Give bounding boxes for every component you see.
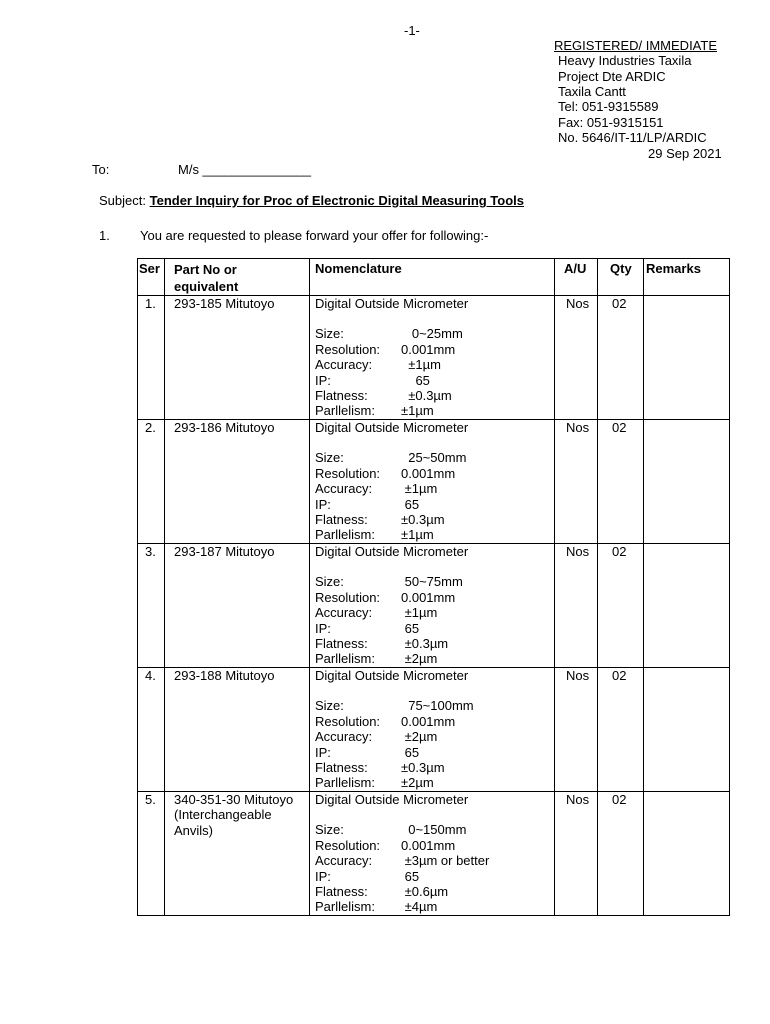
row-specs bbox=[310, 311, 554, 418]
row-part-value: 293-185 Mitutoyo bbox=[174, 296, 275, 311]
spec-label: IP: bbox=[315, 372, 331, 388]
spec-value: ±3µm or better bbox=[401, 853, 490, 869]
row-au-value: Nos bbox=[566, 668, 590, 683]
spec-value: ±0.6µm bbox=[401, 883, 449, 899]
header-remarks bbox=[644, 259, 730, 296]
spec-label: Accuracy: bbox=[315, 357, 373, 373]
row-qty-value: 02 bbox=[612, 544, 627, 559]
row-au bbox=[555, 296, 598, 420]
spec-label: IP: bbox=[315, 868, 331, 884]
table-header-row bbox=[138, 259, 730, 296]
row-remarks bbox=[644, 544, 730, 668]
spec-label: Resolution: bbox=[315, 713, 381, 729]
row-ser-value: 4. bbox=[145, 668, 156, 683]
items-table bbox=[137, 258, 730, 916]
row-qty-value: 02 bbox=[612, 420, 627, 435]
row-ser-value: 1. bbox=[145, 296, 156, 311]
letterhead-fax: Fax: 051-9315151 bbox=[558, 115, 664, 130]
spec-label: Parllelism: bbox=[315, 651, 375, 667]
header-qty-label: Qty bbox=[610, 261, 632, 276]
row-au bbox=[555, 420, 598, 544]
row-part bbox=[165, 792, 310, 916]
table-row bbox=[138, 544, 730, 668]
spec-value: 50~75mm bbox=[401, 574, 463, 590]
row-au-value: Nos bbox=[566, 420, 590, 435]
spec-label: Flatness: bbox=[315, 883, 368, 899]
row-part bbox=[165, 420, 310, 544]
row-specs bbox=[310, 559, 554, 666]
spec-value: 0.001mm bbox=[401, 713, 456, 729]
spec-label: Accuracy: bbox=[315, 729, 373, 745]
subject-text: Tender Inquiry for Proc of Electronic Digital Measuring Tools bbox=[149, 193, 525, 208]
spec-value: 25~50mm bbox=[401, 450, 467, 466]
header-part-line1: Part No or bbox=[174, 262, 237, 277]
spec-label: Size: bbox=[315, 574, 344, 590]
row-part bbox=[165, 668, 310, 792]
spec-label: IP: bbox=[315, 744, 331, 760]
spec-value: 0.001mm bbox=[401, 465, 456, 481]
spec-label: Parllelism: bbox=[315, 527, 375, 543]
spec-value: 75~100mm bbox=[401, 698, 474, 714]
row-qty bbox=[598, 792, 644, 916]
row-part bbox=[165, 544, 310, 668]
letterhead-ref-no: No. 5646/IT-11/LP/ARDIC bbox=[558, 130, 707, 145]
spec-value: ±1µm bbox=[401, 403, 434, 419]
spec-value: 65 bbox=[401, 744, 420, 760]
row-au-value: Nos bbox=[566, 544, 590, 559]
spec-label: Accuracy: bbox=[315, 481, 373, 497]
row-qty bbox=[598, 296, 644, 420]
spec-label: Flatness: bbox=[315, 387, 368, 403]
row-part-value: 293-186 Mitutoyo bbox=[174, 420, 275, 435]
spec-label: Accuracy: bbox=[315, 605, 373, 621]
row-qty bbox=[598, 420, 644, 544]
spec-label: Resolution: bbox=[315, 465, 381, 481]
row-part-note: (Interchangeable bbox=[174, 807, 272, 823]
row-part bbox=[165, 296, 310, 420]
row-qty-value: 02 bbox=[612, 792, 627, 807]
spec-value: 0.001mm bbox=[401, 589, 456, 605]
row-nomenclature bbox=[310, 792, 555, 916]
letterhead-line: Heavy Industries Taxila bbox=[558, 53, 692, 68]
row-ser bbox=[138, 668, 165, 792]
to-recipient: M/s _______________ bbox=[178, 162, 312, 177]
header-qty bbox=[598, 259, 644, 296]
header-remarks-label: Remarks bbox=[646, 261, 701, 276]
row-specs bbox=[310, 807, 554, 914]
spec-value: ±2µm bbox=[401, 729, 438, 745]
spec-value: 0~25mm bbox=[401, 326, 463, 342]
letterhead-tel: Tel: 051-9315589 bbox=[558, 99, 659, 114]
spec-label: Size: bbox=[315, 698, 344, 714]
spec-value: ±1µm bbox=[401, 481, 438, 497]
header-part-line2: equivalent bbox=[174, 279, 239, 294]
row-title: Digital Outside Micrometer bbox=[315, 420, 469, 435]
header-au bbox=[555, 259, 598, 296]
row-part-value: 340-351-30 Mitutoyo bbox=[174, 792, 294, 807]
row-qty-value: 02 bbox=[612, 296, 627, 311]
row-au-value: Nos bbox=[566, 792, 590, 807]
spec-value: ±1µm bbox=[401, 605, 438, 621]
spec-value: ±2µm bbox=[401, 651, 438, 667]
spec-value: ±0.3µm bbox=[401, 511, 445, 527]
header-nomenclature bbox=[310, 259, 555, 296]
spec-value: 0~150mm bbox=[401, 822, 467, 838]
spec-label: Accuracy: bbox=[315, 853, 373, 869]
spec-value: ±0.3µm bbox=[401, 387, 452, 403]
row-part-value: 293-188 Mitutoyo bbox=[174, 668, 275, 683]
row-specs bbox=[310, 683, 554, 790]
row-ser bbox=[138, 420, 165, 544]
letterhead-registered: REGISTERED/ IMMEDIATE bbox=[554, 38, 717, 53]
header-ser bbox=[138, 259, 165, 296]
spec-value: 65 bbox=[401, 868, 420, 884]
row-ser bbox=[138, 296, 165, 420]
row-remarks bbox=[644, 792, 730, 916]
to-label: To: bbox=[92, 162, 110, 177]
row-nomenclature bbox=[310, 420, 555, 544]
row-qty bbox=[598, 544, 644, 668]
spec-label: Flatness: bbox=[315, 759, 368, 775]
spec-label: IP: bbox=[315, 496, 331, 512]
header-nomenclature-label: Nomenclature bbox=[315, 261, 402, 276]
spec-value: 65 bbox=[401, 496, 420, 512]
spec-value: ±0.3µm bbox=[401, 759, 445, 775]
page-number: -1- bbox=[404, 23, 420, 38]
subject-line bbox=[99, 193, 524, 208]
spec-label: Resolution: bbox=[315, 837, 381, 853]
row-specs bbox=[310, 435, 554, 542]
row-qty-value: 02 bbox=[612, 668, 627, 683]
row-remarks bbox=[644, 296, 730, 420]
table-row bbox=[138, 668, 730, 792]
spec-label: Flatness: bbox=[315, 635, 368, 651]
table-row bbox=[138, 420, 730, 544]
subject-label: Subject: bbox=[99, 193, 146, 208]
row-ser bbox=[138, 544, 165, 668]
spec-value: ±2µm bbox=[401, 775, 434, 791]
row-ser bbox=[138, 792, 165, 916]
row-au bbox=[555, 668, 598, 792]
spec-label: IP: bbox=[315, 620, 331, 636]
row-title: Digital Outside Micrometer bbox=[315, 296, 469, 311]
row-title: Digital Outside Micrometer bbox=[315, 544, 469, 559]
spec-label: Resolution: bbox=[315, 589, 381, 605]
spec-label: Size: bbox=[315, 450, 344, 466]
header-au-label: A/U bbox=[564, 261, 587, 276]
letterhead-line: Taxila Cantt bbox=[558, 84, 626, 99]
row-au bbox=[555, 792, 598, 916]
row-ser-value: 3. bbox=[145, 544, 156, 559]
table-row bbox=[138, 792, 730, 916]
row-nomenclature bbox=[310, 544, 555, 668]
row-title: Digital Outside Micrometer bbox=[315, 792, 469, 807]
spec-label: Flatness: bbox=[315, 511, 368, 527]
row-remarks bbox=[644, 420, 730, 544]
spec-label: Resolution: bbox=[315, 341, 381, 357]
row-part-note: Anvils) bbox=[174, 822, 214, 838]
para-1-number: 1. bbox=[99, 228, 110, 243]
row-ser-value: 5. bbox=[145, 792, 156, 807]
row-au-value: Nos bbox=[566, 296, 590, 311]
row-part-value: 293-187 Mitutoyo bbox=[174, 544, 275, 559]
spec-label: Parllelism: bbox=[315, 899, 375, 915]
row-nomenclature bbox=[310, 296, 555, 420]
letterhead-line: Project Dte ARDIC bbox=[558, 69, 666, 84]
spec-label: Size: bbox=[315, 822, 344, 838]
spec-label: Size: bbox=[315, 326, 344, 342]
para-1-text: You are requested to please forward your offer for following:- bbox=[140, 228, 489, 243]
spec-value: 65 bbox=[401, 372, 430, 388]
letter-date: 29 Sep 2021 bbox=[648, 146, 722, 161]
row-title: Digital Outside Micrometer bbox=[315, 668, 469, 683]
spec-value: ±0.3µm bbox=[401, 635, 449, 651]
spec-value: ±1µm bbox=[401, 357, 441, 373]
header-part bbox=[165, 259, 310, 296]
row-qty bbox=[598, 668, 644, 792]
row-ser-value: 2. bbox=[145, 420, 156, 435]
table-row bbox=[138, 296, 730, 420]
spec-label: Parllelism: bbox=[315, 403, 375, 419]
header-ser-label: Ser bbox=[139, 261, 160, 276]
spec-value: 0.001mm bbox=[401, 837, 456, 853]
spec-value: ±4µm bbox=[401, 899, 438, 915]
spec-value: 65 bbox=[401, 620, 420, 636]
row-au bbox=[555, 544, 598, 668]
row-remarks bbox=[644, 668, 730, 792]
row-nomenclature bbox=[310, 668, 555, 792]
spec-value: ±1µm bbox=[401, 527, 434, 543]
spec-label: Parllelism: bbox=[315, 775, 375, 791]
spec-value: 0.001mm bbox=[401, 341, 456, 357]
